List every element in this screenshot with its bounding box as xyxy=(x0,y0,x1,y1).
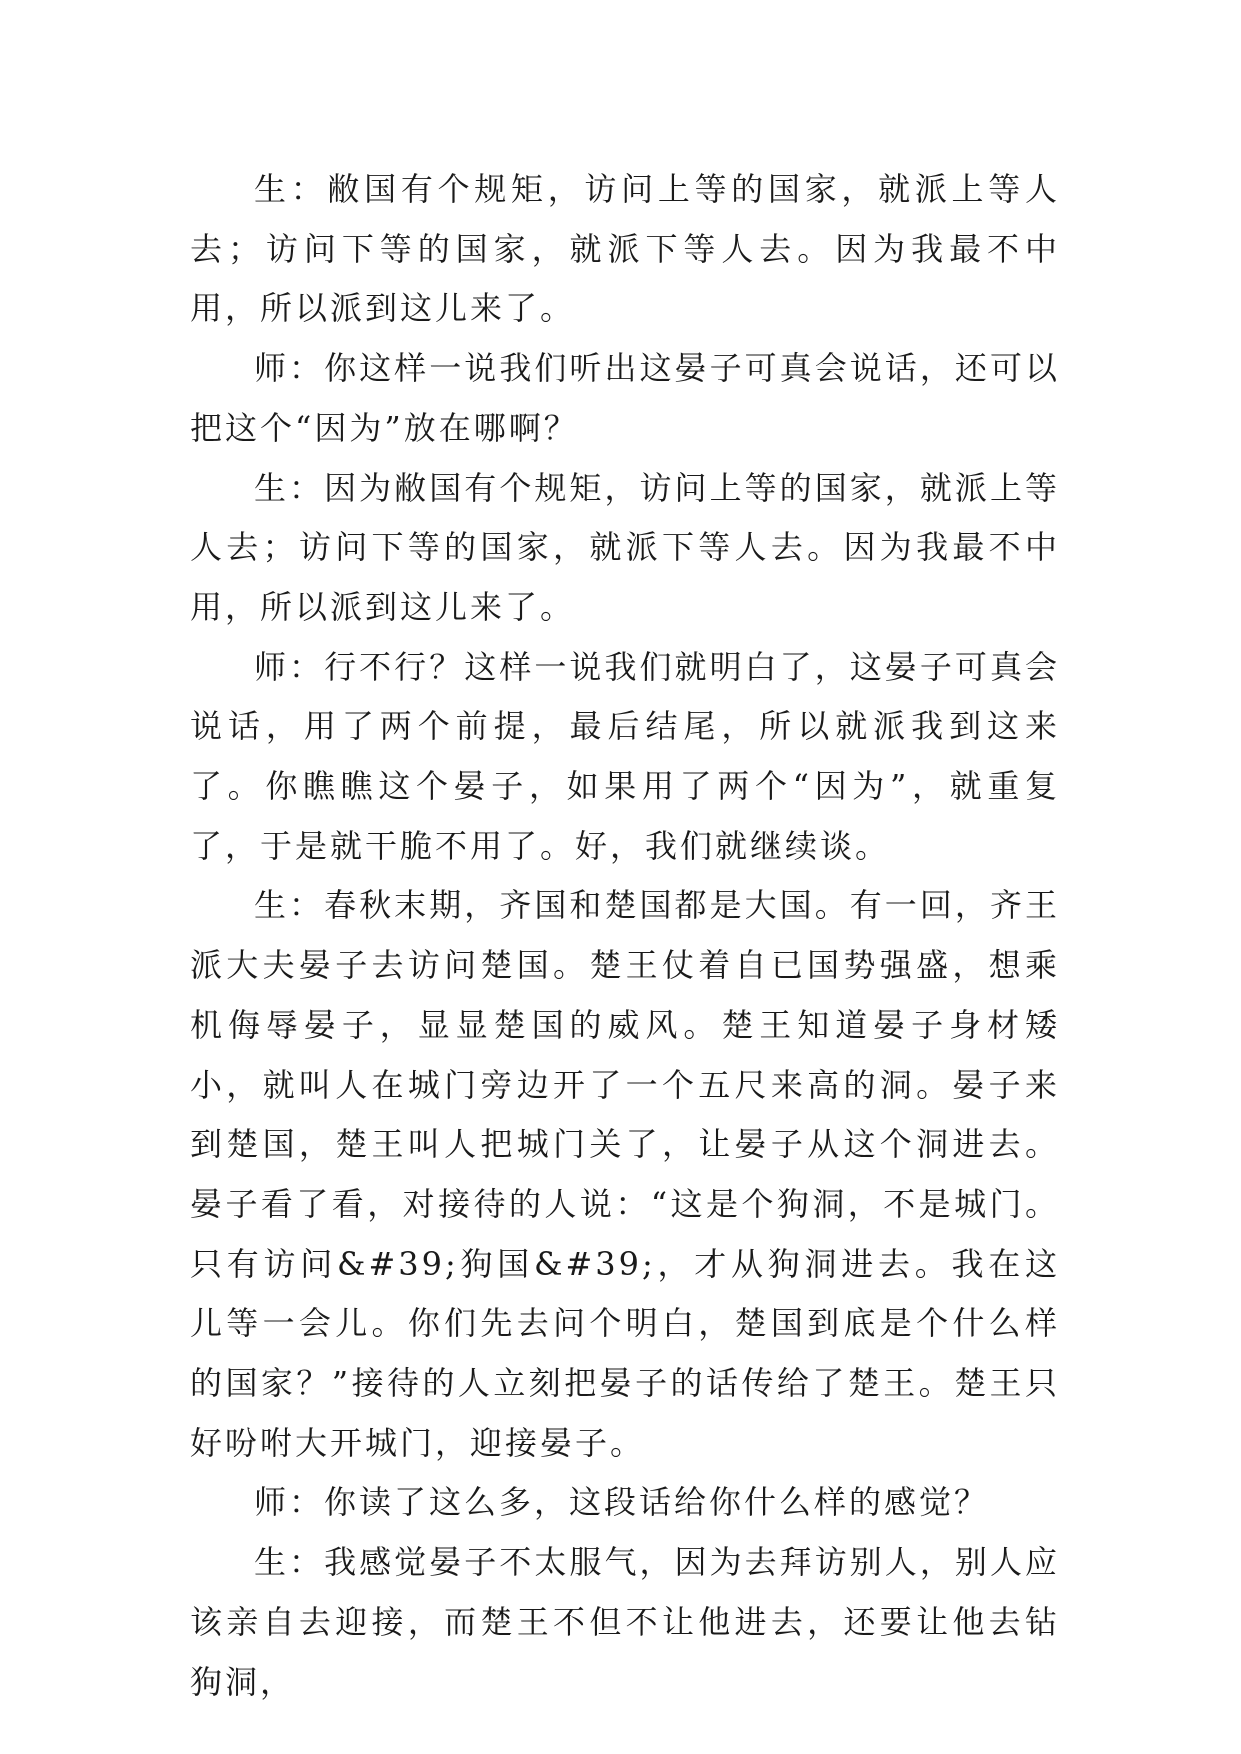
paragraph-student-answer-1: 生：敝国有个规矩，访问上等的国家，就派上等人去；访问下等的国家，就派下等人去。因为我最不中用，所以派到这儿来了。 xyxy=(190,170,1060,328)
paragraph-teacher-question-1: 师：你这样一说我们听出这晏子可真会说话，还可以把这个“因为”放在哪啊？ xyxy=(190,349,1060,447)
paragraph-student-answer-2: 生：因为敝国有个规矩，访问上等的国家，就派上等人去；访问下等的国家，就派下等人去。因为我最不中用，所以派到这儿来了。 xyxy=(190,468,1060,626)
paragraph-student-reading: 生：春秋末期，齐国和楚国都是大国。有一回，齐王派大夫晏子去访问楚国。楚王仗着自已国势强盛，想乘机侮辱晏子，显显楚国的威风。楚王知道晏子身材矮小，就叫人在城门旁边开了一个五尺来高的洞。晏子来到楚国，楚王叫人把城门关了，让晏子从这个洞进去。晏子看了看，对接待的人说：“这是个狗洞，不是城门。只有访问&#39;狗国&#39;，才从狗洞进去。我在这儿等一会儿。你们先去问个明白，楚国到底是个什么样的国家？”接待的人立刻把晏子的话传给了楚王。楚王只好吩咐大开城门，迎接晏子。 xyxy=(190,886,1060,1462)
paragraph-teacher-comment: 师：行不行？这样一说我们就明白了，这晏子可真会说话，用了两个前提，最后结尾，所以就派我到这来了。你瞧瞧这个晏子，如果用了两个“因为”，就重复了，于是就干脆不用了。好，我们就继续谈。 xyxy=(190,647,1060,865)
paragraph-teacher-question-2: 师：你读了这么多，这段话给你什么样的感觉？ xyxy=(254,1483,990,1522)
document-body xyxy=(190,160,1060,1712)
paragraph-student-answer-3: 生：我感觉晏子不太服气，因为去拜访别人，别人应该亲自去迎接，而楚王不但不让他进去，还要让他去钻狗洞， xyxy=(190,1543,1060,1701)
